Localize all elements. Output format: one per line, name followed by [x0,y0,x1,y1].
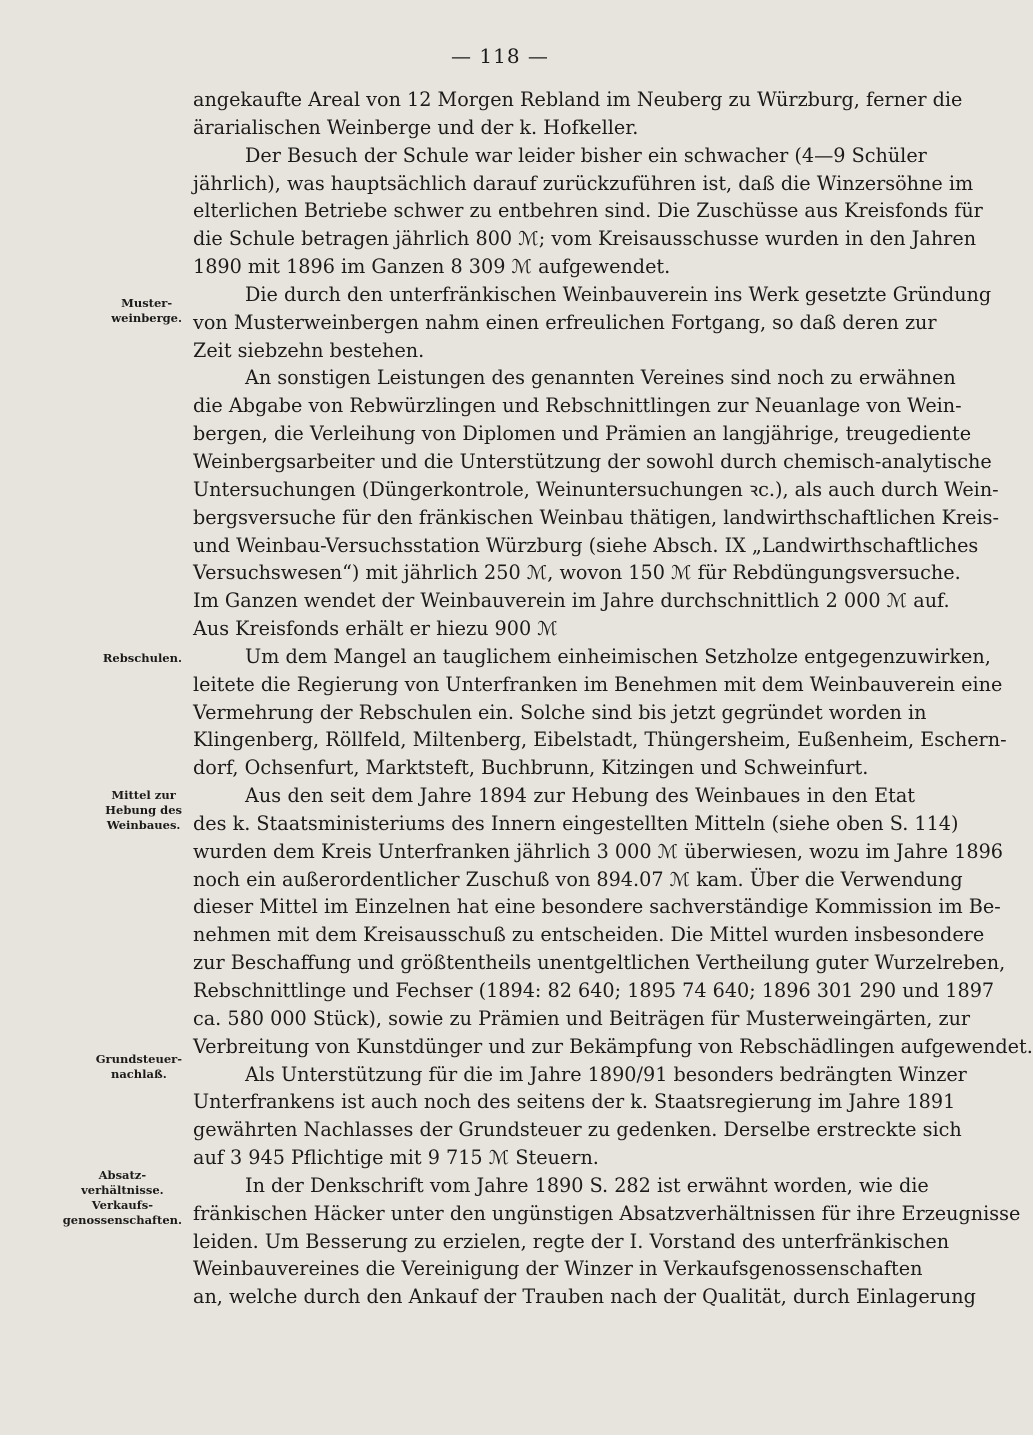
margin-note-musterweinberge [111,296,182,326]
text-line: angekaufte Areal von 12 Morgen Rebland im Neuberg zu Würzburg, ferner die [193,88,963,111]
text-line: Unterfrankens ist auch noch des seitens der k. Staatsregierung im Jahre 1891 [193,1090,956,1114]
margin-note-rebschulen [103,651,182,666]
text-line: Zeit siebzehn bestehen. [193,338,425,362]
text-line: zur Beschaffung und größtentheils unentgeltlichen Vertheilung guter Wurzelreben, [193,951,1006,975]
margin-note-text: Rebschulen. [102,651,182,665]
text-line: die Schule betragen jährlich 800 ℳ; vom Kreisausschusse wurden in den Jahren [193,227,977,251]
text-line: 1890 mit 1896 im Ganzen 8 309 ℳ aufgewendet. [193,255,671,279]
text-line: Rebschnittlinge und Fechser (1894: 82 640; 1895 74 640; 1896 301 290 und 1897 [193,979,995,1002]
margin-note-text: Grundsteuer- nachlaß. [95,1052,182,1081]
text-line: leitete die Regierung von Unterfranken im Benehmen mit dem Weinbauverein eine [193,672,1003,696]
text-line: Versuchswesen“) mit jährlich 250 ℳ, wovon 150 ℳ für Rebdüngungsversuche. [193,561,961,585]
text-line: auf 3 945 Pflichtige mit 9 715 ℳ Steuern. [193,1146,599,1170]
text-line: jährlich), was hauptsächlich darauf zurückzuführen ist, daß die Winzersöhne im [193,171,974,195]
text-line: bergsversuche für den fränkischen Weinbau thätigen, landwirthschaftlichen Kreis- [193,505,999,529]
margin-note-mittel [105,788,182,833]
text-line: des k. Staatsministeriums des Innern eingestellten Mitteln (siehe oben S. 114) [193,811,959,835]
text-line: gewährten Nachlasses der Grundsteuer zu gedenken. Derselbe erstreckte sich [193,1118,962,1142]
text-line: bergen, die Verleihung von Diplomen und Prämien an langjährige, treugediente [193,422,972,446]
margin-note-grundsteuer [96,1052,182,1082]
page-number: — 118 — [451,44,549,68]
text-line: Der Besuch der Schule war leider bisher ein schwacher (4—9 Schüler [245,143,927,167]
text-line: und Weinbau-Versuchsstation Würzburg (siehe Absch. IX „Landwirthschaftliches [193,533,979,557]
margin-note-text: Absatz- verhältnisse. Verkaufs- genossenschaften. [62,1168,182,1227]
margin-note-text: Mittel zur Hebung des Weinbaues. [105,788,182,832]
margin-notes [0,0,190,1435]
text-line: Weinbergsarbeiter und die Unterstützung der sowohl durch chemisch-analytische [193,449,992,473]
text-line: Vermehrung der Rebschulen ein. Solche sind bis jetzt gegründet worden in [193,700,927,724]
text-line: Die durch den unterfränkischen Weinbauverein ins Werk gesetzte Gründung [245,282,992,306]
text-line: an, welche durch den Ankauf der Trauben nach der Qualität, durch Einlagerung [193,1285,976,1309]
text-line: Weinbauvereines die Vereinigung der Winzer in Verkaufsgenossenschaften [193,1257,923,1281]
text-line: elterlichen Betriebe schwer zu entbehren sind. Die Zuschüsse aus Kreisfonds für [193,199,983,223]
margin-note-text: Muster- weinberge. [111,296,182,325]
text-line: An sonstigen Leistungen des genannten Vereines sind noch zu erwähnen [245,366,956,390]
text-line: wurden dem Kreis Unterfranken jährlich 3 000 ℳ überwiesen, wozu im Jahre 1896 [193,839,1003,863]
text-line: von Musterweinbergen nahm einen erfreulichen Fortgang, so daß deren zur [193,310,937,334]
text-line: Im Ganzen wendet der Weinbauverein im Jahre durchschnittlich 2 000 ℳ auf. [193,589,950,613]
text-line: Aus Kreisfonds erhält er hiezu 900 ℳ [193,617,558,641]
text-line: fränkischen Häcker unter den ungünstigen Absatzverhältnissen für ihre Erzeugnisse [193,1201,1021,1225]
text-line: noch ein außerordentlicher Zuschuß von 894.07 ℳ kam. Über die Verwendung [193,867,963,891]
text-line: Als Unterstützung für die im Jahre 1890/91 besonders bedrängten Winzer [245,1062,967,1086]
margin-note-absatz [63,1168,182,1228]
text-line: ca. 580 000 Stück), sowie zu Prämien und Beiträgen für Musterweingärten, zur [193,1006,971,1030]
text-line: dieser Mittel im Einzelnen hat eine besondere sachverständige Kommission im Be- [193,895,1001,919]
text-line: die Abgabe von Rebwürzlingen und Rebschnittlingen zur Neuanlage von Wein- [193,394,962,418]
text-line: leiden. Um Besserung zu erzielen, regte der I. Vorstand des unterfränkischen [193,1229,950,1253]
text-line: Aus den seit dem Jahre 1894 zur Hebung des Weinbaues in den Etat [245,784,915,808]
text-line: Verbreitung von Kunstdünger und zur Bekämpfung von Rebschädlingen aufgewendet. [193,1034,1033,1058]
text-line: In der Denkschrift vom Jahre 1890 S. 282 ist erwähnt worden, wie die [245,1173,929,1197]
text-line: Um dem Mangel an tauglichem einheimischen Setzholze entgegenzuwirken, [245,644,991,668]
text-line: Klingenberg, Röllfeld, Miltenberg, Eibelstadt, Thüngersheim, Eußenheim, Eschern- [193,728,1007,752]
text-line: nehmen mit dem Kreisausschuß zu entscheiden. Die Mittel wurden insbesondere [193,923,985,947]
text-line: dorf, Ochsenfurt, Marktsteft, Buchbrunn, Kitzingen und Schweinfurt. [193,756,869,780]
text-line: ärarialischen Weinberge und der k. Hofkeller. [193,115,639,139]
text-line: Untersuchungen (Düngerkontrole, Weinuntersuchungen ꝛc.), als auch durch Wein- [193,477,999,501]
body-text [193,86,1033,1311]
